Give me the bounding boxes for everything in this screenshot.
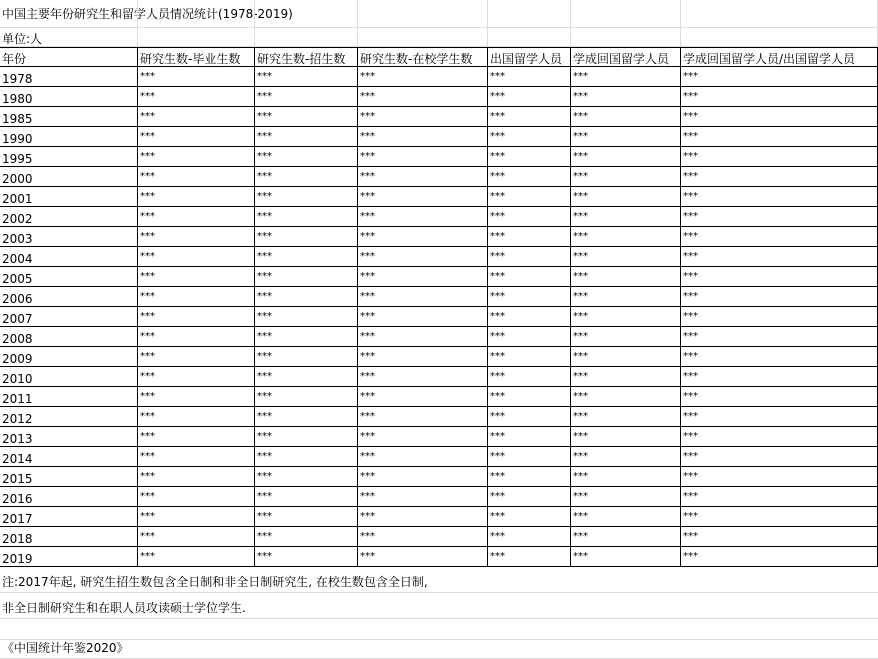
- year-cell[interactable]: 2001: [0, 187, 138, 207]
- table-row: [0, 127, 878, 147]
- value-cell[interactable]: ***: [681, 67, 878, 87]
- value-cell[interactable]: ***: [255, 467, 358, 487]
- value-cell[interactable]: ***: [488, 247, 571, 267]
- value-cell[interactable]: ***: [138, 207, 255, 227]
- value-cell[interactable]: ***: [255, 327, 358, 347]
- year-cell[interactable]: 2012: [0, 407, 138, 427]
- year-cell[interactable]: 2004: [0, 247, 138, 267]
- value-cell[interactable]: ***: [358, 287, 488, 307]
- column-header-0[interactable]: 年份: [0, 48, 138, 67]
- value-cell[interactable]: ***: [358, 187, 488, 207]
- note-line-2[interactable]: 非全日制研究生和在职人员攻读硕士学位学生.: [0, 593, 878, 619]
- column-header-2[interactable]: 研究生数-招生数: [255, 48, 358, 67]
- value-cell[interactable]: ***: [358, 467, 488, 487]
- year-cell[interactable]: 1985: [0, 107, 138, 127]
- sheet-title[interactable]: 中国主要年份研究生和留学人员情况统计(1978-2019): [0, 0, 878, 28]
- column-header-5[interactable]: 学成回国留学人员: [571, 48, 681, 67]
- value-cell[interactable]: ***: [255, 147, 358, 167]
- value-cell[interactable]: ***: [138, 467, 255, 487]
- year-cell[interactable]: 2005: [0, 267, 138, 287]
- value-cell[interactable]: ***: [571, 407, 681, 427]
- year-cell[interactable]: 2006: [0, 287, 138, 307]
- value-cell[interactable]: ***: [255, 447, 358, 467]
- value-cell[interactable]: ***: [488, 67, 571, 87]
- value-cell[interactable]: ***: [571, 207, 681, 227]
- value-cell[interactable]: ***: [138, 407, 255, 427]
- year-cell[interactable]: 2011: [0, 387, 138, 407]
- value-cell[interactable]: ***: [681, 467, 878, 487]
- table-row: [0, 247, 878, 267]
- value-cell[interactable]: ***: [571, 327, 681, 347]
- year-cell[interactable]: 2010: [0, 367, 138, 387]
- value-cell[interactable]: ***: [138, 167, 255, 187]
- value-cell[interactable]: ***: [358, 427, 488, 447]
- value-cell[interactable]: ***: [255, 207, 358, 227]
- value-cell[interactable]: ***: [358, 547, 488, 567]
- value-cell[interactable]: ***: [358, 347, 488, 367]
- value-cell[interactable]: ***: [138, 107, 255, 127]
- table-row: [0, 267, 878, 287]
- value-cell[interactable]: ***: [255, 87, 358, 107]
- value-cell[interactable]: ***: [138, 367, 255, 387]
- value-cell[interactable]: ***: [255, 347, 358, 367]
- year-cell[interactable]: 2009: [0, 347, 138, 367]
- value-cell[interactable]: ***: [255, 247, 358, 267]
- table-row: [0, 367, 878, 387]
- unit-row: [0, 28, 878, 47]
- value-cell[interactable]: ***: [681, 207, 878, 227]
- value-cell[interactable]: ***: [358, 247, 488, 267]
- value-cell[interactable]: ***: [488, 327, 571, 347]
- value-cell[interactable]: ***: [138, 487, 255, 507]
- table-row: [0, 347, 878, 367]
- value-cell[interactable]: ***: [255, 107, 358, 127]
- column-header-3[interactable]: 研究生数-在校学生数: [358, 48, 488, 67]
- value-cell[interactable]: ***: [681, 527, 878, 547]
- value-cell[interactable]: ***: [488, 167, 571, 187]
- value-cell[interactable]: ***: [571, 527, 681, 547]
- value-cell[interactable]: ***: [358, 307, 488, 327]
- value-cell[interactable]: ***: [255, 287, 358, 307]
- grid-cell[interactable]: [358, 28, 488, 47]
- value-cell[interactable]: ***: [571, 87, 681, 107]
- unit-label[interactable]: 单位:人: [0, 28, 138, 47]
- table-row: [0, 107, 878, 127]
- value-cell[interactable]: ***: [358, 327, 488, 347]
- value-cell[interactable]: ***: [138, 327, 255, 347]
- table-row: [0, 167, 878, 187]
- value-cell[interactable]: ***: [138, 447, 255, 467]
- value-cell[interactable]: ***: [488, 487, 571, 507]
- table-row: [0, 447, 878, 467]
- value-cell[interactable]: ***: [681, 447, 878, 467]
- value-cell[interactable]: ***: [488, 107, 571, 127]
- value-cell[interactable]: ***: [255, 227, 358, 247]
- value-cell[interactable]: ***: [571, 67, 681, 87]
- value-cell[interactable]: ***: [255, 547, 358, 567]
- value-cell[interactable]: ***: [255, 267, 358, 287]
- value-cell[interactable]: ***: [488, 147, 571, 167]
- value-cell[interactable]: ***: [138, 347, 255, 367]
- value-cell[interactable]: ***: [488, 427, 571, 447]
- value-cell[interactable]: ***: [138, 267, 255, 287]
- value-cell[interactable]: ***: [571, 467, 681, 487]
- value-cell[interactable]: ***: [138, 287, 255, 307]
- value-cell[interactable]: ***: [571, 267, 681, 287]
- source-note[interactable]: 《中国统计年鉴2020》: [0, 640, 878, 659]
- table-row: [0, 147, 878, 167]
- value-cell[interactable]: ***: [681, 247, 878, 267]
- value-cell[interactable]: ***: [358, 127, 488, 147]
- value-cell[interactable]: ***: [571, 187, 681, 207]
- table-row: [0, 467, 878, 487]
- table-row: [0, 487, 878, 507]
- year-cell[interactable]: 2019: [0, 547, 138, 567]
- value-cell[interactable]: ***: [488, 127, 571, 147]
- table-row: [0, 327, 878, 347]
- table-row: [0, 87, 878, 107]
- value-cell[interactable]: ***: [571, 367, 681, 387]
- value-cell[interactable]: ***: [681, 227, 878, 247]
- table-row: [0, 547, 878, 567]
- value-cell[interactable]: ***: [571, 167, 681, 187]
- year-cell[interactable]: 2018: [0, 527, 138, 547]
- value-cell[interactable]: ***: [358, 447, 488, 467]
- value-cell[interactable]: ***: [255, 367, 358, 387]
- value-cell[interactable]: ***: [488, 467, 571, 487]
- table-row: [0, 227, 878, 247]
- value-cell[interactable]: ***: [255, 527, 358, 547]
- value-cell[interactable]: ***: [138, 247, 255, 267]
- table-row: [0, 427, 878, 447]
- year-cell[interactable]: 2015: [0, 467, 138, 487]
- value-cell[interactable]: ***: [488, 207, 571, 227]
- value-cell[interactable]: ***: [488, 87, 571, 107]
- value-cell[interactable]: ***: [681, 87, 878, 107]
- value-cell[interactable]: ***: [138, 227, 255, 247]
- value-cell[interactable]: ***: [255, 307, 358, 327]
- value-cell[interactable]: ***: [358, 267, 488, 287]
- value-cell[interactable]: ***: [681, 307, 878, 327]
- value-cell[interactable]: ***: [358, 67, 488, 87]
- table-row: [0, 207, 878, 227]
- value-cell[interactable]: ***: [488, 547, 571, 567]
- value-cell[interactable]: ***: [488, 227, 571, 247]
- value-cell[interactable]: ***: [138, 67, 255, 87]
- year-cell[interactable]: 2002: [0, 207, 138, 227]
- column-header-6[interactable]: 学成回国留学人员/出国留学人员: [681, 48, 878, 67]
- value-cell[interactable]: ***: [681, 407, 878, 427]
- value-cell[interactable]: ***: [488, 507, 571, 527]
- table-row: [0, 527, 878, 547]
- value-cell[interactable]: ***: [255, 67, 358, 87]
- year-cell[interactable]: 2016: [0, 487, 138, 507]
- header-row: [0, 47, 878, 67]
- table-row: [0, 187, 878, 207]
- value-cell[interactable]: ***: [138, 427, 255, 447]
- title-row: [0, 0, 878, 28]
- value-cell[interactable]: ***: [488, 187, 571, 207]
- year-cell[interactable]: 1995: [0, 147, 138, 167]
- value-cell[interactable]: ***: [358, 107, 488, 127]
- value-cell[interactable]: ***: [681, 507, 878, 527]
- grid-cell[interactable]: [681, 28, 878, 47]
- value-cell[interactable]: ***: [358, 387, 488, 407]
- value-cell[interactable]: ***: [488, 407, 571, 427]
- value-cell[interactable]: ***: [488, 267, 571, 287]
- value-cell[interactable]: ***: [571, 227, 681, 247]
- value-cell[interactable]: ***: [681, 387, 878, 407]
- year-cell[interactable]: 2003: [0, 227, 138, 247]
- value-cell[interactable]: ***: [488, 307, 571, 327]
- column-header-4[interactable]: 出国留学人员: [488, 48, 571, 67]
- value-cell[interactable]: ***: [488, 387, 571, 407]
- value-cell[interactable]: ***: [488, 367, 571, 387]
- value-cell[interactable]: ***: [571, 547, 681, 567]
- value-cell[interactable]: ***: [255, 507, 358, 527]
- value-cell[interactable]: ***: [358, 87, 488, 107]
- value-cell[interactable]: ***: [358, 147, 488, 167]
- value-cell[interactable]: ***: [138, 387, 255, 407]
- value-cell[interactable]: ***: [488, 447, 571, 467]
- value-cell[interactable]: ***: [138, 507, 255, 527]
- value-cell[interactable]: ***: [681, 107, 878, 127]
- grid-cell[interactable]: [138, 28, 255, 47]
- year-cell[interactable]: 1980: [0, 87, 138, 107]
- year-cell[interactable]: 2013: [0, 427, 138, 447]
- value-cell[interactable]: ***: [571, 387, 681, 407]
- value-cell[interactable]: ***: [681, 167, 878, 187]
- value-cell[interactable]: ***: [138, 307, 255, 327]
- value-cell[interactable]: ***: [358, 227, 488, 247]
- value-cell[interactable]: ***: [571, 287, 681, 307]
- value-cell[interactable]: ***: [358, 407, 488, 427]
- value-cell[interactable]: ***: [358, 527, 488, 547]
- value-cell[interactable]: ***: [255, 127, 358, 147]
- value-cell[interactable]: ***: [571, 427, 681, 447]
- value-cell[interactable]: ***: [571, 447, 681, 467]
- value-cell[interactable]: ***: [255, 407, 358, 427]
- value-cell[interactable]: ***: [255, 387, 358, 407]
- value-cell[interactable]: ***: [138, 127, 255, 147]
- value-cell[interactable]: ***: [571, 127, 681, 147]
- value-cell[interactable]: ***: [681, 547, 878, 567]
- value-cell[interactable]: ***: [681, 287, 878, 307]
- value-cell[interactable]: ***: [571, 147, 681, 167]
- value-cell[interactable]: ***: [255, 487, 358, 507]
- value-cell[interactable]: ***: [681, 367, 878, 387]
- table-row: [0, 507, 878, 527]
- note-line-1[interactable]: 注:2017年起, 研究生招生数包含全日制和非全日制研究生, 在校生数包含全日制,: [0, 567, 878, 593]
- value-cell[interactable]: ***: [488, 287, 571, 307]
- year-cell[interactable]: 2008: [0, 327, 138, 347]
- table-row: [0, 287, 878, 307]
- year-cell[interactable]: 2007: [0, 307, 138, 327]
- value-cell[interactable]: ***: [255, 167, 358, 187]
- value-cell[interactable]: ***: [571, 107, 681, 127]
- value-cell[interactable]: ***: [358, 207, 488, 227]
- table-row: [0, 407, 878, 427]
- value-cell[interactable]: ***: [571, 307, 681, 327]
- value-cell[interactable]: ***: [138, 87, 255, 107]
- year-cell[interactable]: 2000: [0, 167, 138, 187]
- value-cell[interactable]: ***: [255, 427, 358, 447]
- value-cell[interactable]: ***: [681, 347, 878, 367]
- year-cell[interactable]: 1990: [0, 127, 138, 147]
- grid-cell[interactable]: [571, 28, 681, 47]
- table-row: [0, 67, 878, 87]
- table-row: [0, 387, 878, 407]
- value-cell[interactable]: ***: [681, 327, 878, 347]
- column-header-1[interactable]: 研究生数-毕业生数: [138, 48, 255, 67]
- value-cell[interactable]: ***: [138, 147, 255, 167]
- value-cell[interactable]: ***: [681, 267, 878, 287]
- year-cell[interactable]: 2014: [0, 447, 138, 467]
- blank-row[interactable]: [0, 619, 878, 640]
- value-cell[interactable]: ***: [571, 347, 681, 367]
- table-row: [0, 307, 878, 327]
- value-cell[interactable]: ***: [571, 247, 681, 267]
- value-cell[interactable]: ***: [138, 547, 255, 567]
- grid-cell[interactable]: [255, 28, 358, 47]
- value-cell[interactable]: ***: [358, 507, 488, 527]
- grid-cell[interactable]: [488, 28, 571, 47]
- value-cell[interactable]: ***: [358, 487, 488, 507]
- value-cell[interactable]: ***: [358, 367, 488, 387]
- value-cell[interactable]: ***: [681, 427, 878, 447]
- year-cell[interactable]: 1978: [0, 67, 138, 87]
- value-cell[interactable]: ***: [681, 147, 878, 167]
- value-cell[interactable]: ***: [488, 347, 571, 367]
- value-cell[interactable]: ***: [138, 527, 255, 547]
- value-cell[interactable]: ***: [255, 187, 358, 207]
- value-cell[interactable]: ***: [138, 187, 255, 207]
- value-cell[interactable]: ***: [571, 507, 681, 527]
- value-cell[interactable]: ***: [681, 187, 878, 207]
- value-cell[interactable]: ***: [488, 527, 571, 547]
- year-cell[interactable]: 2017: [0, 507, 138, 527]
- value-cell[interactable]: ***: [681, 127, 878, 147]
- value-cell[interactable]: ***: [571, 487, 681, 507]
- value-cell[interactable]: ***: [358, 167, 488, 187]
- value-cell[interactable]: ***: [681, 487, 878, 507]
